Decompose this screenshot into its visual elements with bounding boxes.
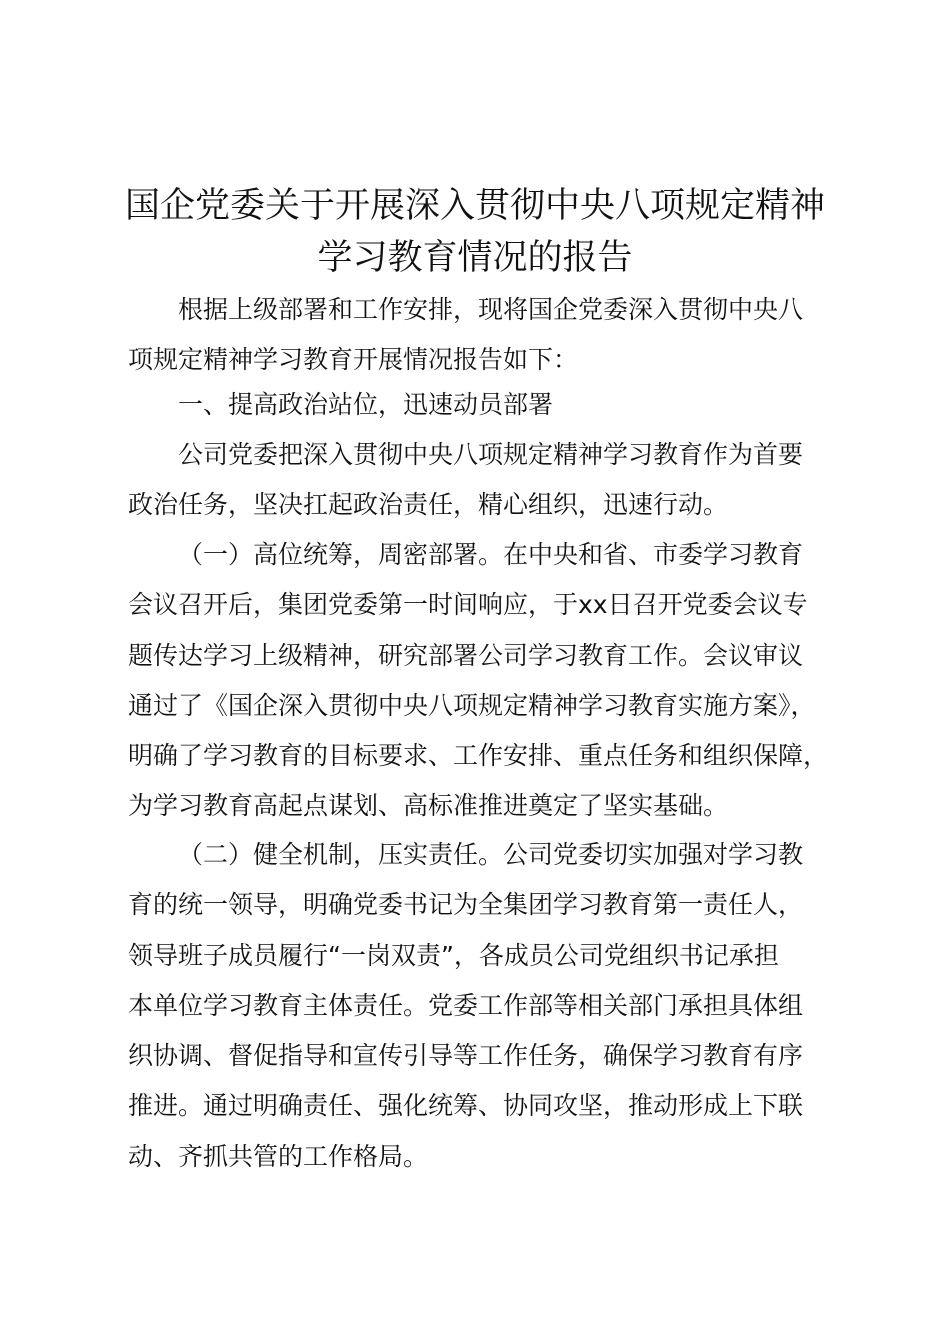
paragraph-line: 项规定精神学习教育开展情况报告如下： (128, 345, 579, 375)
paragraph-line: 根据上级部署和工作安排，现将国企党委深入贯彻中央八 (178, 295, 804, 324)
title-line: 学习教育情况的报告 (317, 238, 633, 278)
paragraph-line: 育的统一领导，明确党委书记为全集团学习教育第一责任人， (128, 890, 804, 920)
paragraph-line: 政治任务，坚决扛起政治责任，精心组织，迅速行动。 (128, 490, 729, 520)
paragraph-line: 公司党委把深入贯彻中央八项规定精神学习教育作为首要 (178, 440, 804, 469)
paragraph-line: （一）高位统筹，周密部署。在中央和省、市委学习教育 (178, 540, 804, 569)
section-heading-1: 一、提高政治站位，迅速动员部署 (178, 390, 554, 419)
section1-paragraph (128, 430, 838, 531)
title-line: 国企党委关于开展深入贯彻中央八项规定精神 (124, 186, 825, 226)
paragraph-line: 会议召开后，集团党委第一时间响应，于xx日召开党委会议专 (128, 590, 808, 620)
document-title (80, 180, 870, 284)
paragraph-line: 本单位学习教育主体责任。党委工作部等相关部门承担具体组 (128, 990, 804, 1020)
paragraph-line: 为学习教育高起点谋划、高标准推进奠定了坚实基础。 (128, 791, 729, 821)
paragraph-line: 推进。通过明确责任、强化统筹、协同攻坚，推动形成上下联 (128, 1091, 804, 1121)
paragraph-line: 领导班子成员履行“一岗双责”，各成员公司党组织书记承担 (128, 940, 779, 970)
intro-paragraph (128, 285, 838, 386)
paragraph-line: 织协调、督促指导和宣传引导等工作任务，确保学习教育有序 (128, 1041, 804, 1071)
subsection2-paragraph (128, 830, 838, 1182)
paragraph-line: 题传达学习上级精神，研究部署公司学习教育工作。会议审议 (128, 640, 804, 670)
paragraph-line: 通过了《国企深入贯彻中央八项规定精神学习教育实施方案》， (128, 690, 816, 720)
paragraph-line: 动、齐抓共管的工作格局。 (128, 1141, 429, 1171)
paragraph-line: （二）健全机制，压实责任。公司党委切实加强对学习教 (178, 840, 804, 869)
subsection1-paragraph (128, 530, 838, 832)
paragraph-line: 明确了学习教育的目标要求、工作安排、重点任务和组织保障， (128, 741, 829, 771)
